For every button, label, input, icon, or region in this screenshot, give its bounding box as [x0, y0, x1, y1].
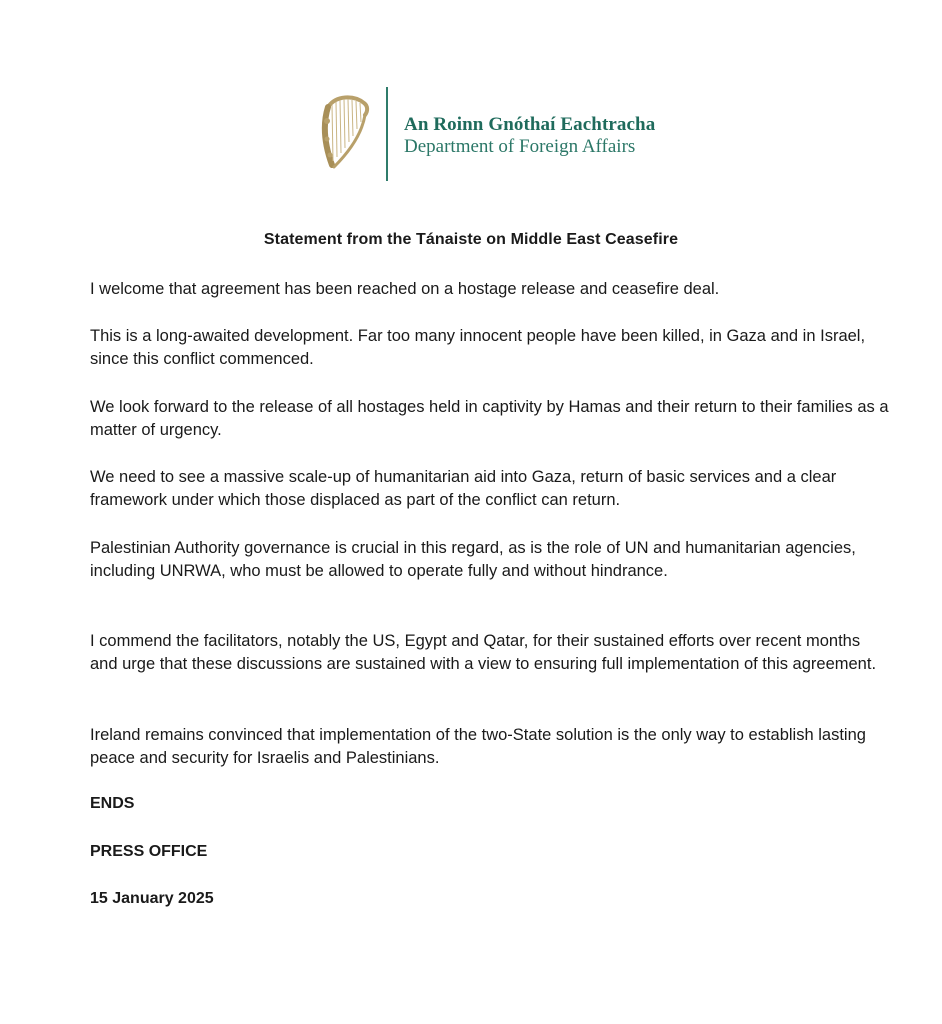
department-name-irish: An Roinn Gnóthaí Eachtracha	[404, 114, 656, 135]
press-office-label: PRESS OFFICE	[90, 843, 208, 860]
statement-paragraph: We need to see a massive scale-up of humanitarian aid into Gaza, return of basic services and a clear framework under which those displaced as part of the conflict can return.	[90, 468, 837, 509]
department-name-english: Department of Foreign Affairs	[404, 136, 636, 157]
harp-icon	[318, 93, 374, 175]
statement-date: 15 January 2025	[90, 890, 214, 907]
ends-marker: ENDS	[90, 795, 135, 812]
statement-paragraph: Palestinian Authority governance is crucial in this regard, as is the role of UN and humanitarian agencies, including UNRWA, who must be allowed to operate fully and without hindrance.	[90, 539, 856, 580]
statement-paragraph: We look forward to the release of all hostages held in captivity by Hamas and their return to their families as a matter of urgency.	[90, 398, 889, 439]
department-names	[404, 114, 655, 158]
letterhead	[318, 86, 655, 182]
statement-paragraph: This is a long-awaited development. Far too many innocent people have been killed, in Gaza and in Israel, since this conflict commenced.	[90, 327, 866, 368]
statement-title: Statement from the Tánaiste on Middle East Ceasefire	[263, 231, 679, 248]
letterhead-divider	[386, 87, 388, 181]
statement-paragraph: I commend the facilitators, notably the US, Egypt and Qatar, for their sustained efforts over recent months and urge that these discussions are sustained with a view to ensuring full implementation of this agreement.	[90, 632, 877, 673]
statement-paragraph: I welcome that agreement has been reached on a hostage release and ceasefire deal.	[90, 280, 720, 298]
statement-paragraph: Ireland remains convinced that implementation of the two-State solution is the only way to establish lasting peace and security for Israelis and Palestinians.	[90, 726, 866, 767]
